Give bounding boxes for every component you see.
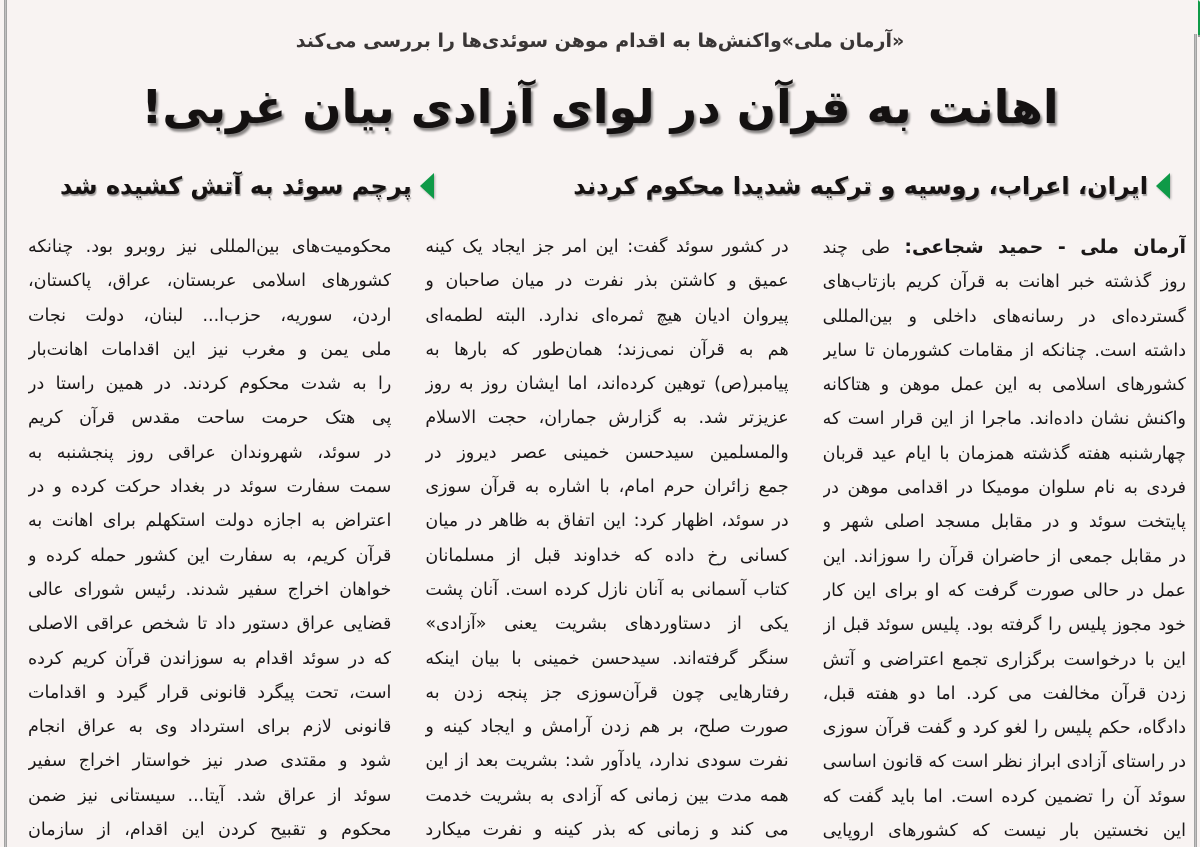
page-border-right (1194, 34, 1197, 847)
article-line: در راستای آزادی ابراز نظر است که قانون اساسی (822, 752, 1186, 773)
green-triangle-marker-icon (1156, 173, 1170, 199)
article-line: شود و مقتدی صدر نیز خواستار اخراج سفیر (28, 751, 392, 772)
article-line: کتاب آسمانی به آنان نازل کرده است. آنان پشت (425, 579, 789, 600)
article-line: آرمان ملی - حمید شجاعی: طی چند (822, 236, 1186, 258)
article-line: والمسلمین سیدحسن خمینی عصر دیروز در (425, 442, 789, 463)
article-line: در سوئد، اظهار کرد: این اتفاق به ظاهر در میان (425, 511, 789, 532)
subhead-2-text: پرچم سوئد به آتش کشیده شد (60, 172, 412, 200)
article-line: را به شدت محکوم کردند. در همین راستا در (28, 374, 392, 395)
article-line: در سوئد، شهروندان عراقی روز پنجشنبه به (28, 442, 392, 463)
article-line: دادگاه، حکم پلیس را لغو کرد و گفت قرآن سوزی (822, 718, 1186, 739)
article-column-2 (425, 230, 788, 847)
article-line: سوئد از عراق شد. آیتا... سیستانی نیز ضمن (28, 785, 392, 806)
article-line: پیروان ادیان هیچ ثمره‌ای ندارد. البته لطمه‌ای (425, 305, 789, 326)
article-line: اعتراض به اجازه دولت استکهلم برای اهانت به (28, 511, 392, 532)
article-line: ملی یمن و مغرب نیز این اقدامات اهانت‌بار (28, 339, 392, 360)
article-line: خواهان اخراج سفیر شدند. رئیس شورای عالی (28, 579, 392, 600)
subhead-1-text: ایران، اعراب، روسیه و ترکیه شدیدا محکوم کردند (573, 172, 1148, 200)
article-line: محکوم و تقبیح کردن این اقدام، از سازمان (28, 820, 392, 841)
article-line: محکومیت‌های بین‌المللی نیز روبرو بود. چنانکه (28, 237, 392, 257)
byline: آرمان ملی - حمید شجاعی: (889, 236, 1186, 258)
subheads-row (60, 166, 1170, 206)
article-line: که در سوئد اقدام به سوزاندن قرآن کریم کرده (28, 648, 392, 669)
article-line: این نخستین بار نیست که کشورهای اروپایی (822, 821, 1186, 842)
article-line: گسترده‌ای در رسانه‌های داخلی و بین‌المللی (822, 306, 1186, 327)
article-line: کشورهای اسلامی عربستان، عراق، پاکستان، (28, 271, 392, 292)
article-line: این با درخواست برگزاری تجمع اعتراضی و آتش (822, 649, 1186, 670)
article-line: اردن، سوریه، حزب‌ا... لبنان، دولت نجات (28, 305, 392, 326)
article-line: هم به قرآن نمی‌زند؛ همان‌طور که بارها به (425, 339, 789, 360)
headline: اهانت به قرآن در لوای آزادی بیان غربی! (141, 80, 1059, 134)
article-line: عزیزتر شد. به گزارش جماران، حجت الاسلام (425, 408, 789, 429)
subhead-1 (573, 172, 1170, 200)
article-line: قرآن کریم، به سفارت این کشور حمله کرده و (28, 545, 392, 566)
page-border-left (4, 0, 7, 847)
article-line: است، تحت پیگرد قانونی قرار گیرد و اقدامات (28, 682, 392, 703)
article-line: پی هتک حرمت ساحت مقدس قرآن کریم (28, 408, 392, 429)
article-line: صورت صلح، بر هم زدن آرامش و ایجاد کینه و (425, 717, 789, 738)
article-line: عمل در حالی صورت گرفت که او برای این کار (822, 580, 1186, 601)
article-line: سوئد آن را تضمین کرده است. اما باید گفت که (822, 786, 1186, 807)
article-line: خود مجوز پلیس را گرفته بود. پلیس سوئد قبل از (822, 615, 1186, 636)
article-line: همه مدت بین زمانی که آزادی به بشریت خدمت (425, 785, 789, 806)
article-line: یکی از دستاوردهای بشریت یعنی «آزادی» (425, 614, 789, 635)
article-line: زدن قرآن مخالفت می کرد. اما دو هفته قبل، (822, 683, 1186, 704)
article-line: قانونی لازم برای استرداد وی به عراق انجام (28, 717, 392, 738)
article-body (28, 230, 1186, 847)
article-line: روز گذشته خبر اهانت به قرآن کریم بازتاب‌های (822, 272, 1186, 293)
article-line: در مقابل جمعی از حاضران قرآن را سوزاند. این (822, 546, 1186, 567)
article-column-1 (823, 230, 1186, 847)
article-line: می کند و زمانی که بذر کینه و نفرت میکارد (425, 820, 789, 841)
article-line: کشورهای اسلامی به این عمل موهن و هتاکانه (822, 375, 1186, 396)
article-column-3 (28, 230, 391, 847)
article-line: پایتخت سوئد و در مقابل مسجد اصلی شهر و (822, 512, 1186, 533)
article-line: پیامبر(ص) توهین کرده‌اند، اما ایشان روز به روز (425, 374, 789, 395)
green-triangle-marker-icon (420, 173, 434, 199)
article-line: سمت سفارت سوئد در بغداد حرکت کرده و در (28, 477, 392, 498)
article-line: فردی به نام سلوان مومیکا در اقدامی موهن در (822, 478, 1186, 499)
article-line: واکنش نشان داده‌اند. ماجرا از این قرار است که (822, 409, 1186, 430)
article-line: چهارشنبه هفته گذشته همزمان با ایام عید قربان (822, 443, 1186, 464)
article-line: سنگر گرفته‌اند. سیدحسن خمینی با بیان اینکه (425, 648, 789, 669)
article-line: کسانی رخ داده که خداوند قبل از مسلمانان (425, 545, 789, 566)
kicker-line: «آرمان ملی»واکنش‌ها به اقدام موهن سوئدی‌ها را بررسی می‌کند (295, 30, 905, 52)
article-line: رفتارهایی چون قرآن‌سوزی جز پنجه زدن به (425, 682, 789, 703)
article-line: در کشور سوئد گفت: این امر جز ایجاد یک کینه (425, 237, 789, 257)
article-line: عمیق و کاشتن بذر نفرت در میان صاحبان و (425, 271, 789, 292)
article-line: نفرت سودی ندارد، یادآور شد: بشریت بعد از این (425, 751, 789, 772)
subhead-2 (60, 172, 434, 200)
article-line: داشته است. چنانکه از مقامات کشورمان تا سایر (822, 340, 1186, 361)
article-line: جمع زائران حرم امام، با اشاره به قرآن سوزی (425, 477, 789, 498)
article-line: قضایی عراق دستور داد تا شخص عراقی الاصلی (28, 614, 392, 635)
